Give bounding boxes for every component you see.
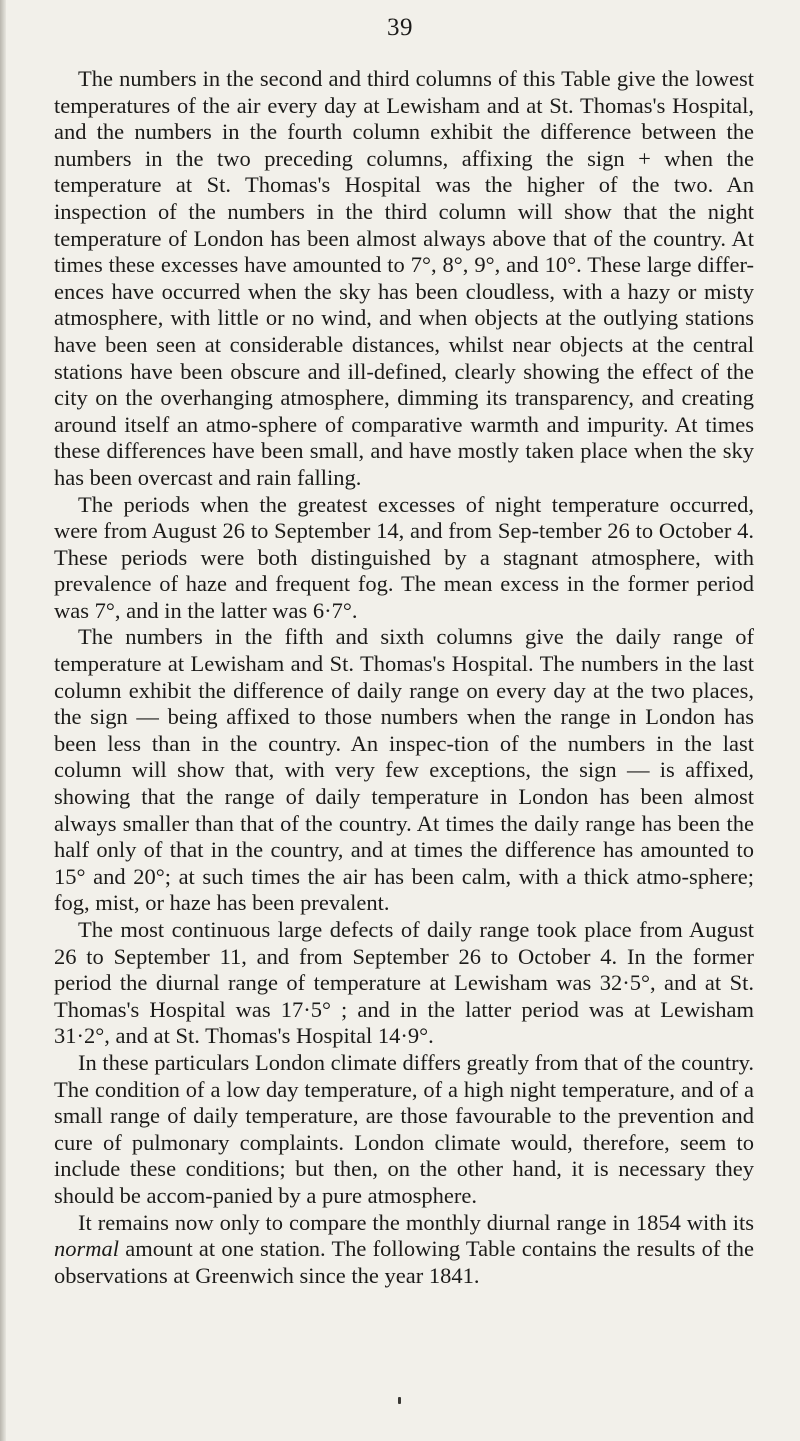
page-number: 39 — [387, 14, 413, 41]
paragraph-greatest-excess-periods: The periods when the greatest excesses of night temperature occurred, were from August 26 to September 14, and from Sep-tember 26 to October 4. These periods were both distinguished by a stagnant atmosphere, with prevalence of haze and frequent fog. The mean excess in the former period was 7°, and in the latter was 6·7°. — [54, 491, 754, 623]
page-edge-shadow — [0, 0, 6, 1441]
paragraph-daily-range: The numbers in the fifth and sixth columns give the daily range of temperature at Lewisham and St. Thomas's Hospital. The numbers in the last column exhibit the difference of daily range on every day at the two places, the sign — being affixed to those numbers when the range in London has been less than in the country. An inspec-tion of the numbers in the last column will show that, with very few exceptions, the sign — is affixed, showing that the range of daily temperature in London has been almost always smaller than that of the country. At times the daily range has been the half only of that in the country, and at times the difference has amounted to 15° and 20°; at such times the air has been calm, with a thick atmo-sphere; fog, mist, or haze has been prevalent. — [54, 624, 754, 916]
emphasis-normal: normal — [54, 1236, 120, 1262]
paragraph-lowest-temperatures: The numbers in the second and third columns of this Table give the lowest temperatures of the air every day at Lewisham and at St. Thomas's Hospital, and the numbers in the fourth column exhibit the difference between the numbers in the two preceding columns, affixing the sign + when the temperature at St. Thomas's Hospital was the higher of the two. An inspection of the numbers in the third column will show that the night temperature of London has been almost always above that of the country. At times these excesses have amounted to 7°, 8°, 9°, and 10°. These large differ-ences have occurred when the sky has been cloudless, with a hazy or misty atmosphere, with little or no wind, and when objects at the outlying stations have been seen at considerable distances, whilst near objects at the central stations have been obscure and ill-defined, clearly showing the effect of the city on the overhanging atmosphere, dimming its transparency, and creating around itself an atmo-sphere of comparative warmth and impurity. At times these differences have been small, and have mostly taken place when the sky has been overcast and rain falling. — [54, 66, 754, 490]
paragraph-text-after: amount at one station. The following Table contains the results of the observations at Greenwich since the year 1841. — [54, 1236, 754, 1288]
paragraph-defects-of-range: The most continuous large defects of daily range took place from August 26 to September 11, and from September 26 to October 4. In the former period the diurnal range of temperature at Lewisham was 32·5°, and at St. Thomas's Hospital was 17·5° ; and in the latter period was at Lewisham 31·2°, and at St. Thomas's Hospital 14·9°. — [54, 917, 754, 1049]
paragraph-london-climate: In these particulars London climate differs greatly from that of the country. The condition of a low day temperature, of a high night temperature, and of a small range of daily temperature, are those favourable to the prevention and cure of pulmonary complaints. London climate would, therefore, seem to include these conditions; but then, on the other hand, it is necessary they should be accom-panied by a pure atmosphere. — [54, 1049, 754, 1208]
paragraph-monthly-comparison — [54, 1210, 754, 1290]
paragraph-text-before: It remains now only to compare the monthly diurnal range in 1854 with its — [78, 1209, 754, 1235]
body-text — [54, 66, 754, 1289]
ink-speck — [398, 1397, 401, 1404]
